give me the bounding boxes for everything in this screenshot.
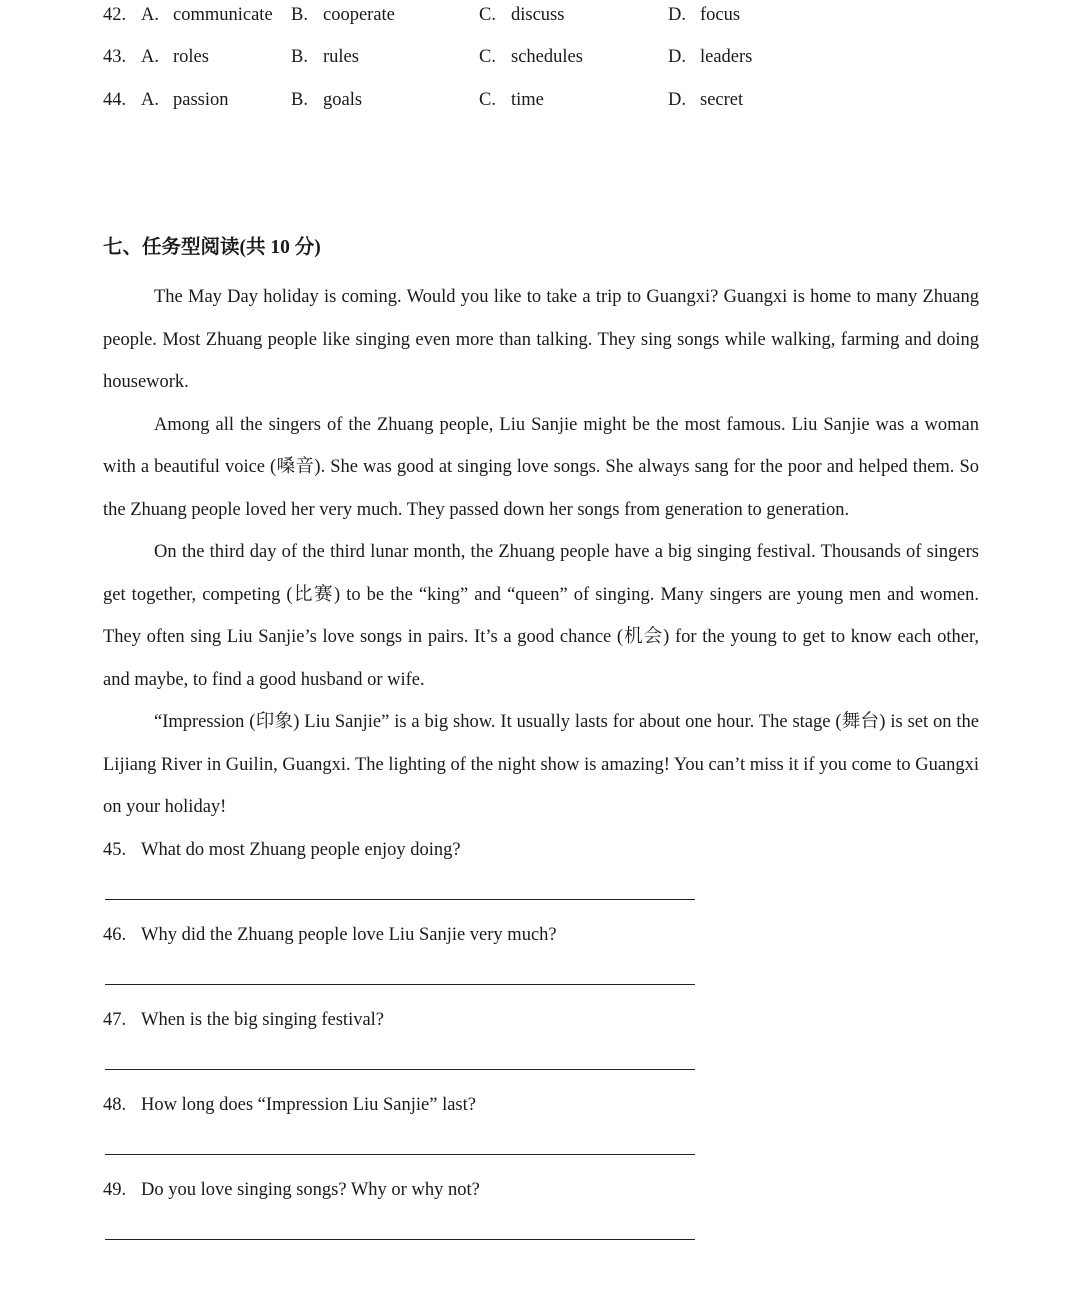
question-text: Why did the Zhuang people love Liu Sanjie very much? (141, 925, 557, 945)
passage-paragraph: Among all the singers of the Zhuang people, Liu Sanjie might be the most famous. Liu Sanjie was a woman with a beautiful voice (嗓音). She was good at singing love songs. She always sang for the poor and helped them. So the Zhuang people loved her very much. They passed down her songs from generation to generation. (103, 414, 979, 520)
reading-passage (103, 276, 979, 829)
answer-line-49[interactable] (105, 1239, 695, 1240)
option-d: D. focus (668, 5, 741, 25)
option-c: C. schedules (479, 47, 583, 67)
option-a: A. communicate (141, 5, 273, 25)
question-number: 44. (103, 90, 127, 110)
question-46 (103, 920, 557, 950)
option-a: A. passion (141, 90, 229, 110)
question-48 (103, 1090, 476, 1120)
question-text: How long does “Impression Liu Sanjie” last? (141, 1095, 476, 1115)
section-title: 七、任务型阅读(共 10 分) (103, 237, 321, 258)
question-number: 46. (103, 925, 127, 945)
option-b: B. cooperate (291, 5, 395, 25)
question-number: 42. (103, 5, 127, 25)
option-b: B. goals (291, 90, 363, 110)
option-d: D. leaders (668, 47, 753, 67)
option-c: C. discuss (479, 5, 565, 25)
choice-row-43 (103, 42, 983, 72)
answer-line-45[interactable] (105, 899, 695, 900)
question-number: 45. (103, 840, 127, 860)
question-45 (103, 835, 461, 865)
question-text: When is the big singing festival? (141, 1010, 385, 1030)
question-49 (103, 1175, 480, 1205)
question-number: 49. (103, 1180, 127, 1200)
passage-paragraph: The May Day holiday is coming. Would you like to take a trip to Guangxi? Guangxi is home to many Zhuang people. Most Zhuang people like singing even more than talking. They sing songs while walking, farming and doing housework. (103, 287, 979, 392)
passage-paragraph: “Impression (印象) Liu Sanjie” is a big show. It usually lasts for about one hour. The stage (舞台) is set on the Lijiang River in Guilin, Guangxi. The lighting of the night show is amazing! You can’t miss it if you come to Guangxi on your holiday! (103, 712, 979, 817)
option-d: D. secret (668, 90, 744, 110)
option-a: A. roles (141, 47, 209, 67)
answer-line-48[interactable] (105, 1154, 695, 1155)
question-number: 43. (103, 47, 127, 67)
answer-line-47[interactable] (105, 1069, 695, 1070)
question-text: What do most Zhuang people enjoy doing? (141, 840, 461, 860)
answer-line-46[interactable] (105, 984, 695, 985)
option-b: B. rules (291, 47, 359, 67)
choice-row-42 (103, 0, 983, 30)
passage-paragraph: On the third day of the third lunar month, the Zhuang people have a big singing festival. Thousands of singers get together, competing (比赛) to be the “king” and “queen” of singing. Many singers are young men and women. They often sing Liu Sanjie’s love songs in pairs. It’s a good chance (机会) for the young to get to know each other, and maybe, to find a good husband or wife. (103, 542, 979, 690)
choice-row-44 (103, 85, 983, 115)
question-47 (103, 1005, 384, 1035)
question-number: 47. (103, 1010, 127, 1030)
question-text: Do you love singing songs? Why or why not? (141, 1180, 480, 1200)
option-c: C. time (479, 90, 544, 110)
question-number: 48. (103, 1095, 127, 1115)
